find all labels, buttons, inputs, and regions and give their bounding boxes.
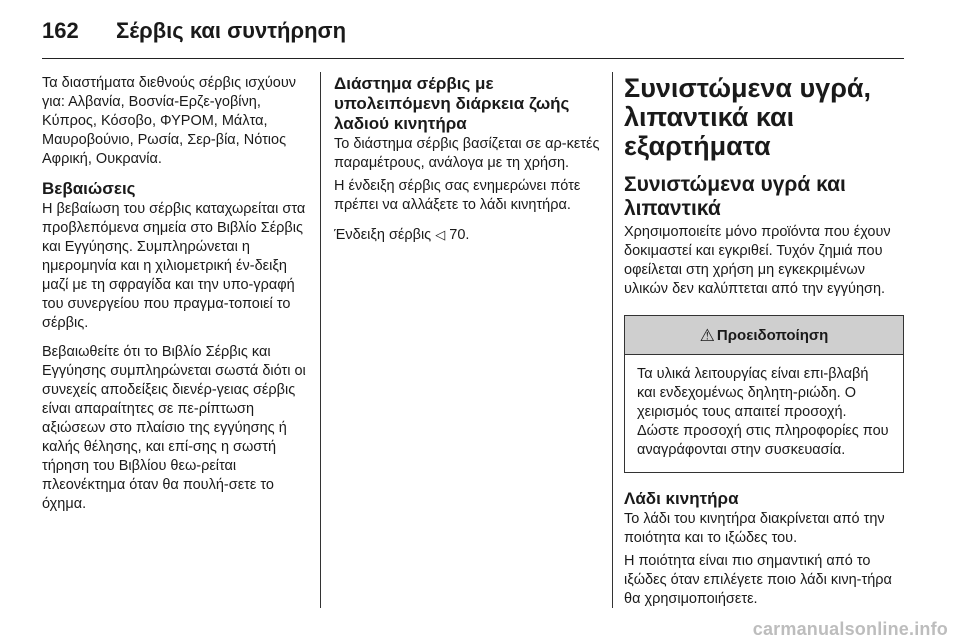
page-number: 162 (42, 18, 79, 43)
section-subtitle: Συνιστώμενα υγρά και λιπαντικά (624, 173, 846, 220)
section-heading-certifications: Βεβαιώσεις (42, 179, 136, 198)
intro-paragraph: Τα διαστήματα διεθνούς σέρβις ισχύουν για: Αλβανία, Βοσνία-Ερζε-γοβίνη, Κύπρος, Κόσοβο, ΦΥΡΟΜ, Μάλτα, Μαυροβούνιο, Ρωσία, Σερ-βία, Νότιος Αφρική, Ουκρανία. (42, 75, 297, 167)
running-title: Σέρβις και συντήρηση (116, 18, 347, 43)
column-divider-1 (320, 72, 321, 608)
warning-box (624, 315, 904, 473)
service-interval-paragraph-1: Το διάστημα σέρβις βασίζεται σε αρ-κετές παραμέτρους, ανάλογα με τη χρήση. (334, 136, 600, 171)
reference-page-link[interactable]: 70. (449, 227, 470, 243)
column-divider-2 (612, 72, 613, 608)
recommended-fluids-paragraph: Χρησιμοποιείτε μόνο προϊόντα που έχουν δοκιμαστεί και εγκριθεί. Τυχόν ζημιά που οφείλεται στη χρήση μη εγκεκριμένων υλικών δεν καλύπτεται από την εγγύηση. (624, 224, 891, 297)
section-heading-service-interval: Διάστημα σέρβις με υπολειπόμενη διάρκεια ζωής λαδιού κινητήρα (334, 74, 570, 133)
reference-arrow-icon: ◁ (435, 227, 446, 242)
column-1 (42, 74, 310, 524)
chapter-title: Συνιστώμενα υγρά, λιπαντικά και εξαρτήματα (624, 73, 871, 161)
header-rule (42, 58, 904, 59)
certifications-paragraph-1: Η βεβαίωση του σέρβις καταχωρείται στα προβλεπόμενα σημεία στο Βιβλίο Σέρβις και Εγγύησης. Συμπληρώνεται η ημερομηνία και η χιλιομετρική έν-δειξη μαζί με τη σφραγίδα και την υπο-γραφή του συνεργείου που πραγμα-τοποιεί το σέρβις. (42, 201, 306, 331)
service-indicator-reference (334, 225, 602, 245)
section-heading-engine-oil: Λάδι κινητήρα (624, 489, 739, 508)
service-interval-paragraph-2: Η ένδειξη σέρβις σας ενημερώνει πότε πρέπει να αλλάξετε το λάδι κινητήρα. (334, 178, 581, 213)
warning-triangle-icon: ⚠ (699, 325, 715, 345)
reference-text: Ένδειξη σέρβις (334, 227, 432, 243)
certifications-paragraph-2: Βεβαιωθείτε ότι το Βιβλίο Σέρβις και Εγγύησης συμπληρώνεται σωστά διότι οι συνεχείς αποδείξεις διενέρ-γειας σέρβις είναι απαραίτητες σε πε-ρίπτωση αξιώσεων στο πλαίσιο της εγγύησης ή καλής θέλησης, και επί-σης η σωστή τήρηση του Βιβλίου θεω-ρείται πλεονέκτημα όταν θα πουλή-σετε το όχημα. (42, 344, 306, 512)
warning-title: Προειδοποίηση (716, 326, 829, 344)
engine-oil-paragraph-2: Η ποιότητα είναι πιο σημαντική από το ιξώδες όταν επιλέγετε ποιο λάδι κινη-τήρα θα χρησιμοποιήσετε. (624, 553, 892, 607)
warning-text: Τα υλικά λειτουργίας είναι επι-βλαβή και ενδεχομένως δηλητη-ριώδη. Ο χειρισμός τους απαιτεί προσοχή. Δώστε προσοχή στις πληροφορίες που αναγράφονται στην συσκευασία. (637, 366, 889, 458)
watermark: carmanualsonline.info (752, 619, 948, 639)
column-2 (334, 74, 602, 255)
column-3 (624, 74, 904, 619)
engine-oil-paragraph-1: Το λάδι του κινητήρα διακρίνεται από την ποιότητα και το ιξώδες του. (624, 511, 885, 546)
warning-header (625, 316, 903, 355)
